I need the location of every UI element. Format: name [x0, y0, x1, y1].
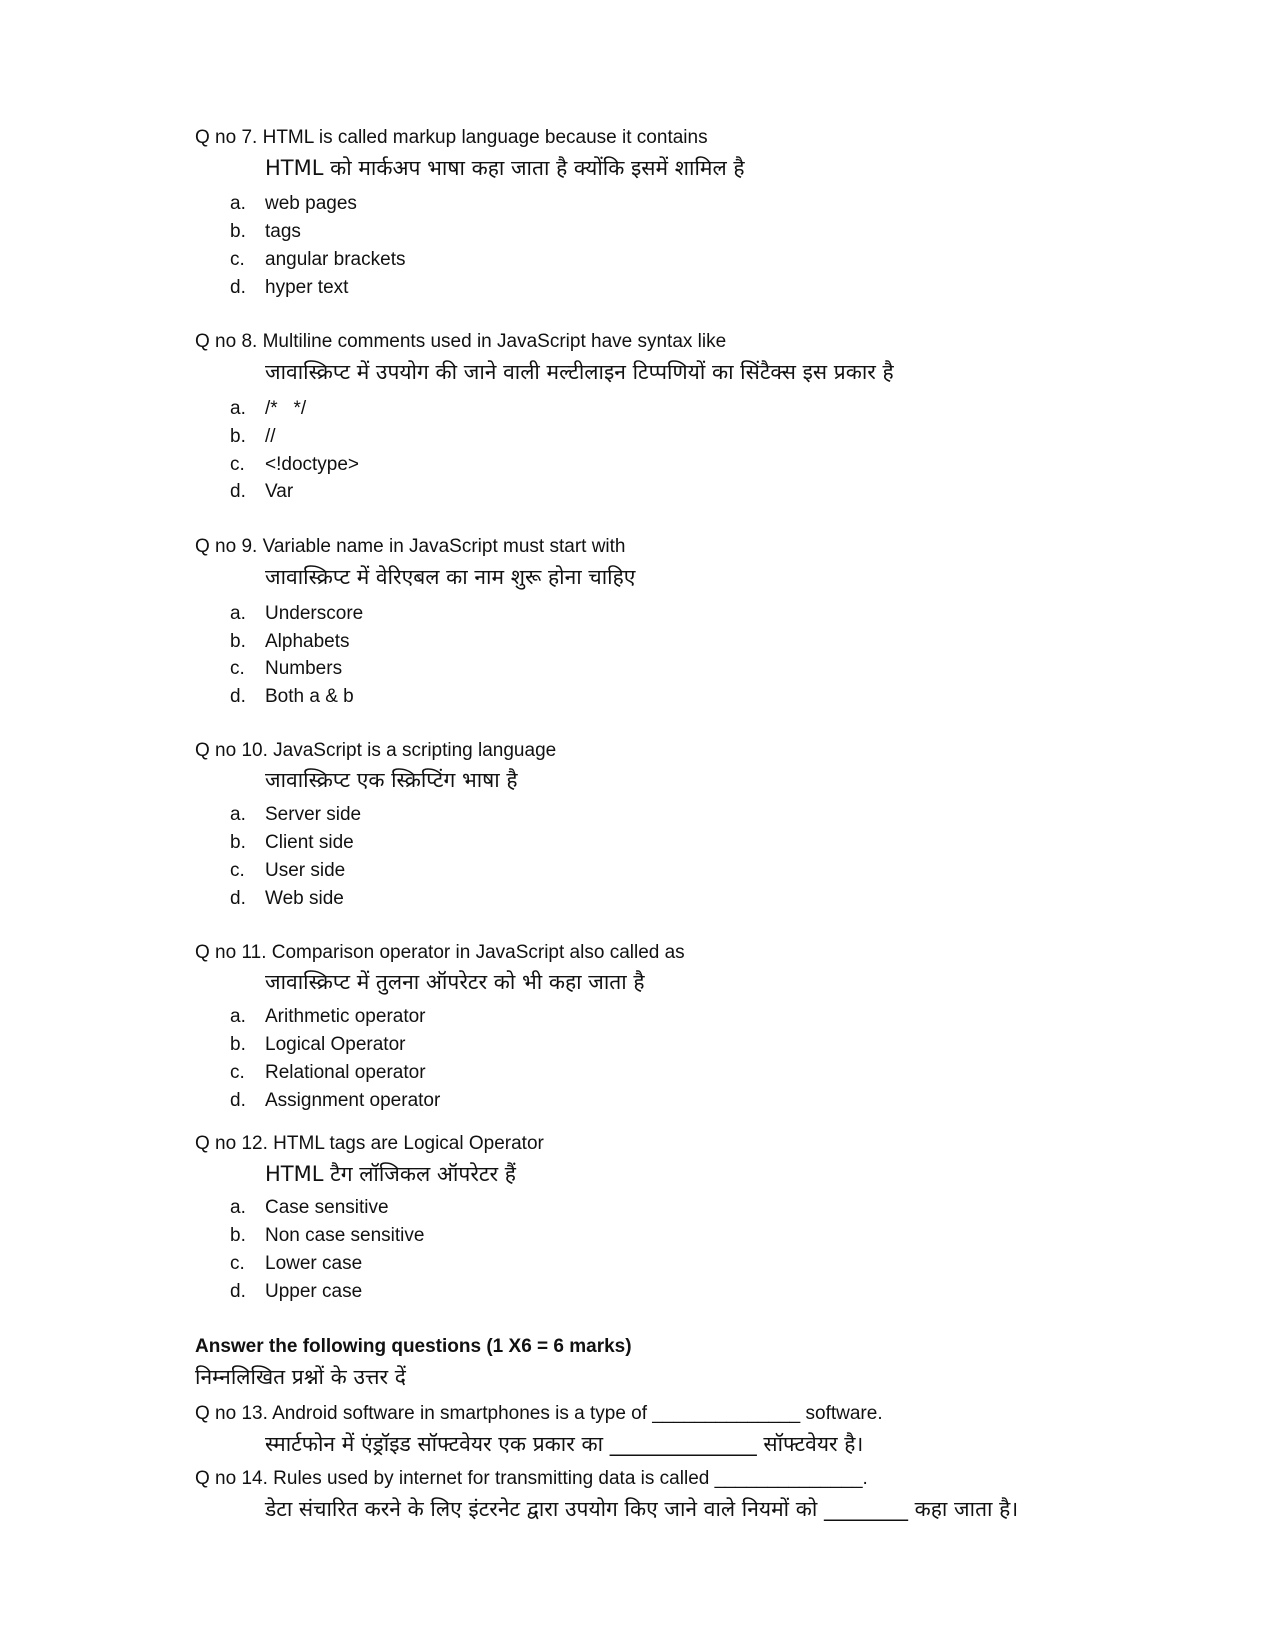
section-heading-english: Answer the following questions (1 X6 = 6 marks): [195, 1336, 632, 1357]
option-letter: c.: [230, 1062, 245, 1083]
question-7-option-b: [230, 220, 301, 244]
question-14-hindi: डेटा संचारित करने के लिए इंटरनेट द्वारा उपयोग किए जाने वाले नियमों को ________ कहा जाता है।: [265, 1497, 1019, 1521]
option-letter: c.: [230, 454, 245, 475]
option-text: //: [265, 426, 276, 447]
question-7-option-a: [230, 192, 357, 216]
question-12-option-b: [230, 1224, 424, 1248]
question-9-hindi: जावास्क्रिप्ट में वेरिएबल का नाम शुरू होना चाहिए: [265, 565, 636, 589]
option-text: User side: [265, 860, 346, 881]
question-8-option-d: [230, 480, 293, 504]
question-9-english: Q no 9. Variable name in JavaScript must start with: [195, 536, 626, 557]
question-10-english: Q no 10. JavaScript is a scripting language: [195, 740, 557, 761]
question-7-option-d: [230, 276, 348, 300]
option-text: hyper text: [265, 277, 349, 298]
option-text: Relational operator: [265, 1062, 426, 1083]
question-8-hindi: जावास्क्रिप्ट में उपयोग की जाने वाली मल्टीलाइन टिप्पणियों का सिंटैक्स इस प्रकार है: [265, 360, 894, 384]
option-letter: b.: [230, 631, 246, 652]
question-12-english: Q no 12. HTML tags are Logical Operator: [195, 1133, 544, 1154]
option-text: Upper case: [265, 1281, 363, 1302]
option-letter: b.: [230, 832, 246, 853]
question-9-option-d: [230, 685, 354, 709]
option-letter: a.: [230, 603, 246, 624]
question-8-option-c: [230, 453, 359, 477]
question-13-english: Q no 13. Android software in smartphones is a type of ______________ software.: [195, 1403, 883, 1424]
question-12-option-d: [230, 1280, 362, 1304]
option-letter: a.: [230, 1006, 246, 1027]
section-heading-hindi: निम्नलिखित प्रश्नों के उत्तर दें: [195, 1365, 406, 1389]
option-text: Non case sensitive: [265, 1225, 425, 1246]
option-text: Logical Operator: [265, 1034, 406, 1055]
option-letter: d.: [230, 277, 246, 298]
option-letter: d.: [230, 888, 246, 909]
question-11-option-b: [230, 1033, 405, 1057]
option-text: web pages: [265, 193, 357, 214]
option-text: Var: [265, 481, 294, 502]
question-10-option-c: [230, 859, 345, 883]
question-11-option-d: [230, 1089, 440, 1113]
option-letter: b.: [230, 1034, 246, 1055]
option-text: Alphabets: [265, 631, 350, 652]
option-text: Web side: [265, 888, 344, 909]
question-12-hindi: HTML टैग लॉजिकल ऑपरेटर हैं: [265, 1162, 516, 1186]
option-text: Case sensitive: [265, 1197, 389, 1218]
question-11-hindi: जावास्क्रिप्ट में तुलना ऑपरेटर को भी कहा जाता है: [265, 970, 645, 994]
option-letter: d.: [230, 1090, 246, 1111]
option-letter: c.: [230, 249, 245, 270]
question-10-option-a: [230, 803, 361, 827]
question-13-hindi: स्मार्टफोन में एंड्रॉइड सॉफ्टवेयर एक प्रकार का ______________ सॉफ्टवेयर है।: [265, 1432, 864, 1456]
option-letter: a.: [230, 193, 246, 214]
option-text: Arithmetic operator: [265, 1006, 426, 1027]
option-letter: b.: [230, 221, 246, 242]
question-11-option-c: [230, 1061, 426, 1085]
option-text: angular brackets: [265, 249, 406, 270]
option-letter: c.: [230, 1253, 245, 1274]
option-text: <!doctype>: [265, 454, 360, 475]
question-9-option-b: [230, 630, 350, 654]
question-8-option-b: [230, 425, 276, 449]
option-letter: c.: [230, 860, 245, 881]
option-text: Underscore: [265, 603, 364, 624]
option-text: Lower case: [265, 1253, 363, 1274]
option-text: Assignment operator: [265, 1090, 441, 1111]
question-8-english: Q no 8. Multiline comments used in JavaScript have syntax like: [195, 331, 727, 352]
option-text: Client side: [265, 832, 354, 853]
question-9-option-a: [230, 602, 363, 626]
option-letter: a.: [230, 1197, 246, 1218]
question-11-english: Q no 11. Comparison operator in JavaScript also called as: [195, 942, 685, 963]
question-14-english: Q no 14. Rules used by internet for transmitting data is called ______________.: [195, 1468, 868, 1489]
option-letter: b.: [230, 1225, 246, 1246]
question-10-hindi: जावास्क्रिप्ट एक स्क्रिप्टिंग भाषा है: [265, 768, 518, 792]
question-9-option-c: [230, 657, 342, 681]
option-letter: d.: [230, 481, 246, 502]
option-letter: a.: [230, 804, 246, 825]
option-text: Both a & b: [265, 686, 354, 707]
question-8-option-a: [230, 397, 306, 421]
question-7-english: Q no 7. HTML is called markup language because it contains: [195, 127, 708, 148]
option-letter: a.: [230, 398, 246, 419]
option-letter: d.: [230, 1281, 246, 1302]
option-text: Numbers: [265, 658, 343, 679]
question-7-option-c: [230, 248, 405, 272]
question-10-option-d: [230, 887, 344, 911]
option-letter: d.: [230, 686, 246, 707]
option-text: /* */: [265, 398, 307, 419]
question-12-option-a: [230, 1196, 389, 1220]
option-text: tags: [265, 221, 301, 242]
question-7-hindi: HTML को मार्कअप भाषा कहा जाता है क्योंकि इसमें शामिल है: [265, 156, 745, 180]
option-letter: b.: [230, 426, 246, 447]
question-11-option-a: [230, 1005, 426, 1029]
question-12-option-c: [230, 1252, 362, 1276]
question-10-option-b: [230, 831, 354, 855]
option-text: Server side: [265, 804, 362, 825]
option-letter: c.: [230, 658, 245, 679]
